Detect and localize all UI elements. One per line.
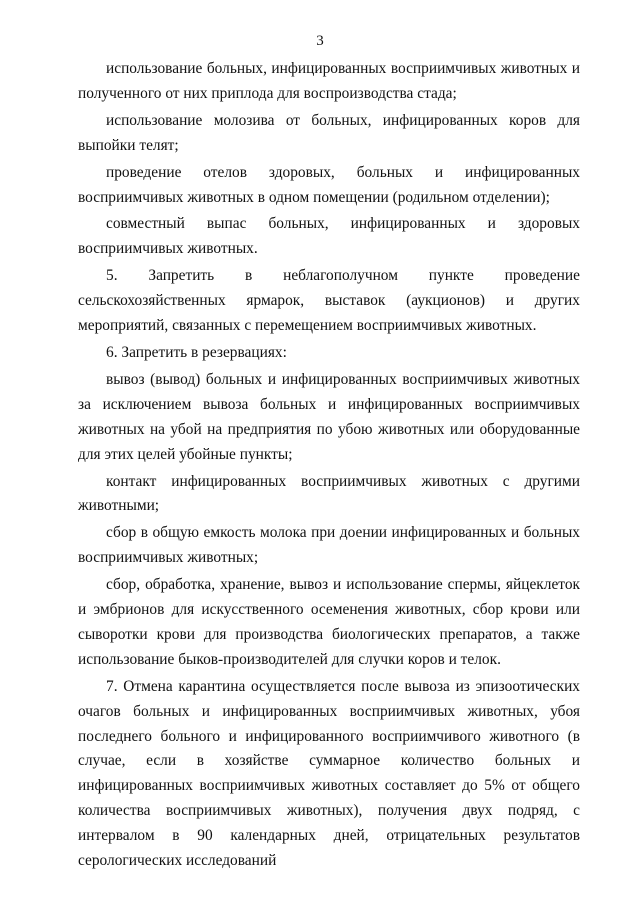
paragraph-calving: проведение отелов здоровых, больных и инфицированных восприимчивых животных в одном помещении (родильном отделении); bbox=[78, 163, 580, 206]
paragraph-colostrum-use: использование молозива от больных, инфицированных коров для выпойки телят; bbox=[78, 111, 580, 154]
paragraph-item-6: 6. Запретить в резервациях: bbox=[106, 343, 287, 361]
paragraph-milk-collection: сбор в общую емкость молока при доении инфицированных и больных восприимчивых животных; bbox=[78, 524, 580, 567]
paragraph-joint-grazing: совместный выпас больных, инфицированных и здоровых восприимчивых животных. bbox=[78, 215, 580, 258]
paragraph-offspring-use: использование больных, инфицированных восприимчивых животных и полученного от них приплода для воспроизводства стада; bbox=[78, 60, 580, 102]
paragraph-removal: вывоз (вывод) больных и инфицированных восприимчивых животных за исключением вывоза больных и инфицированных восприимчивых животных на убой на предприятия по убою животных или оборудованные для этих целей убойные пункты; bbox=[78, 370, 580, 463]
document-body bbox=[78, 57, 580, 874]
paragraph-item-5: 5. Запретить в неблагополучном пункте проведение сельскохозяйственных ярмарок, выставок (аукционов) и других мероприятий, связанных с перемещением восприимчивых животных. bbox=[78, 267, 580, 335]
paragraph-item-7: 7. Отмена карантина осуществляется после вывоза из эпизоотических очагов больных и инфицированных восприимчивых животных, убоя последнего больного и инфицированного восприимчивого животного (в случае, если в хозяйстве суммарное количество больных и инфицированных восприимчивых животных составляет до 5% от общего количества восприимчивых животных), получения двух подряд, с интервалом в 90 календарных дней, отрицательных результатов серологических исследований bbox=[78, 677, 580, 870]
page-number: 3 bbox=[316, 33, 324, 49]
paragraph-contact: контакт инфицированных восприимчивых животных с другими животными; bbox=[78, 472, 580, 515]
paragraph-sperm-collection: сбор, обработка, хранение, вывоз и использование спермы, яйцеклеток и эмбрионов для искусственного осеменения животных, сбор крови или сыворотки крови для производства биологических препаратов, а также использование быков-производителей для случки коров и телок. bbox=[78, 576, 580, 668]
